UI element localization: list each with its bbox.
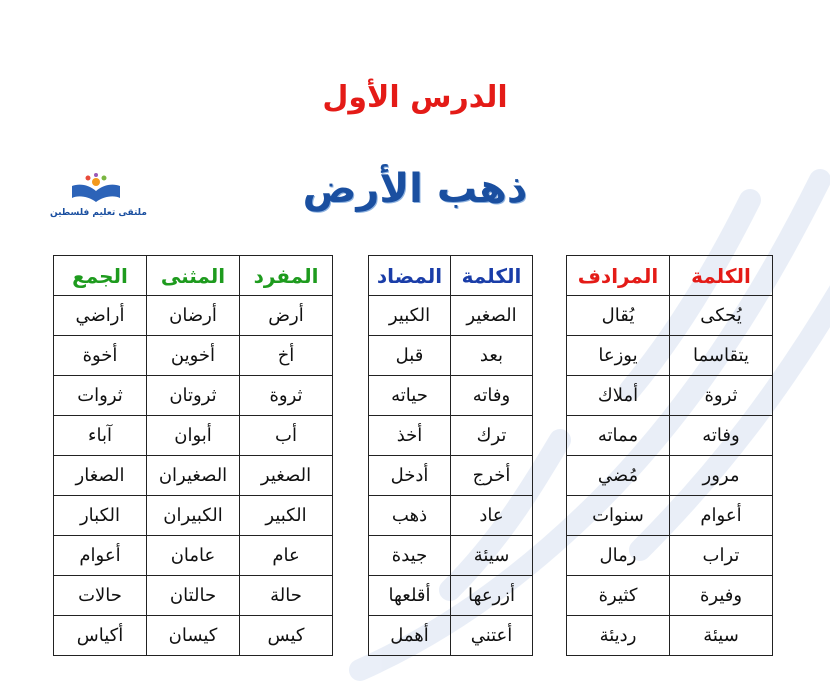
table-cell: ثروتان [147,376,240,416]
table-cell: وفاته [670,416,773,456]
site-logo [50,172,147,222]
header-singular: المفرد [240,256,333,296]
table-cell: بعد [451,336,533,376]
table-row [369,416,533,456]
table-cell: أزرعها [451,576,533,616]
table-cell: يتقاسما [670,336,773,376]
table-cell: أخ [240,336,333,376]
table-row [567,456,773,496]
table-cell: الصغير [451,296,533,336]
header-word: الكلمة [670,256,773,296]
table-header-row [369,256,533,296]
table-row [567,616,773,656]
table-cell: الصغار [54,456,147,496]
table-cell: أراضي [54,296,147,336]
table-cell: رمال [567,536,670,576]
table-cell: كثيرة [567,576,670,616]
table-row [567,496,773,536]
table-cell: عامان [147,536,240,576]
table-cell: حالة [240,576,333,616]
table-cell: قبل [369,336,451,376]
lesson-title: الدرس الأول [322,80,508,115]
header-word: الكلمة [451,256,533,296]
table-cell: أرض [240,296,333,336]
table-row [567,416,773,456]
table-cell: مماته [567,416,670,456]
table-cell: مرور [670,456,773,496]
table-cell: الصغير [240,456,333,496]
table-cell: عاد [451,496,533,536]
logo-text: ملتقى تعليم فلسطين [50,208,147,218]
antonyms-table [368,255,533,656]
table-cell: تراب [670,536,773,576]
table-row [369,296,533,336]
table-cell: رديئة [567,616,670,656]
table-cell: جيدة [369,536,451,576]
table-cell: وفاته [451,376,533,416]
table-row [369,536,533,576]
table-cell: أخوة [54,336,147,376]
table-cell: أكياس [54,616,147,656]
table-row [567,336,773,376]
table-cell: وفيرة [670,576,773,616]
table-cell: أعوام [54,536,147,576]
table-cell: أب [240,416,333,456]
header-synonym: المرادف [567,256,670,296]
table-cell: يُقال [567,296,670,336]
table-row [567,576,773,616]
table-cell: ترك [451,416,533,456]
table-cell: كيسان [147,616,240,656]
table-header-row [567,256,773,296]
table-cell: سنوات [567,496,670,536]
header-plural: الجمع [54,256,147,296]
table-cell: عام [240,536,333,576]
page-title: ذهب الأرض [302,166,528,212]
table-header-row [54,256,333,296]
table-cell: أرضان [147,296,240,336]
table-cell: الكبار [54,496,147,536]
synonyms-table [566,255,773,656]
table-row [54,536,333,576]
table-row [54,416,333,456]
table-row [369,376,533,416]
table-row [369,616,533,656]
table-row [54,456,333,496]
table-cell: يُحكى [670,296,773,336]
table-cell: مُضي [567,456,670,496]
table-cell: حالات [54,576,147,616]
table-cell: أقلعها [369,576,451,616]
table-cell: ثروات [54,376,147,416]
table-cell: يوزعا [567,336,670,376]
table-cell: سيئة [451,536,533,576]
table-cell: أبوان [147,416,240,456]
table-cell: آباء [54,416,147,456]
table-row [54,496,333,536]
book-logo-icon [50,172,142,208]
table-cell: ثروة [670,376,773,416]
table-cell: سيئة [670,616,773,656]
table-cell: أخوين [147,336,240,376]
table-cell: أعتني [451,616,533,656]
table-cell: حالتان [147,576,240,616]
table-cell: أهمل [369,616,451,656]
table-cell: ثروة [240,376,333,416]
table-cell: أعوام [670,496,773,536]
table-cell: الكبير [240,496,333,536]
table-cell: حياته [369,376,451,416]
table-cell: كيس [240,616,333,656]
table-row [369,336,533,376]
table-row [54,296,333,336]
table-cell: الكبيران [147,496,240,536]
header-antonym: المضاد [369,256,451,296]
table-row [369,456,533,496]
table-row [567,376,773,416]
table-cell: الكبير [369,296,451,336]
table-row [54,376,333,416]
header-dual: المثنى [147,256,240,296]
table-row [369,496,533,536]
table-cell: أخرج [451,456,533,496]
table-row [369,576,533,616]
table-row [567,536,773,576]
table-row [54,616,333,656]
table-row [567,296,773,336]
table-cell: أدخل [369,456,451,496]
table-cell: الصغيران [147,456,240,496]
table-row [54,576,333,616]
table-cell: أخذ [369,416,451,456]
table-cell: أملاك [567,376,670,416]
number-table [53,255,333,656]
table-row [54,336,333,376]
table-cell: ذهب [369,496,451,536]
